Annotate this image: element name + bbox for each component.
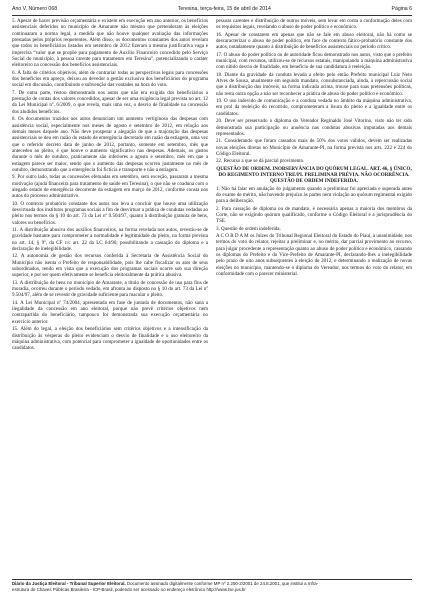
paragraph: 5. Apesar de haver previsão orçamentária e existem em execução em ano anterior, os benefícios assistenciais deferidos no município de Amarante não mesmo que pretenderam às eleições continuaram a norma legal, a medida que não houve qualquer avaliação das informações prestadas pelos próprios requerentes. Além disso, os documentos constantes dos autos revelam que todos os beneficiários listados em setembro de 2012 fizeram a mesma justificativa vaga e imprecisa “valor que se propõe para pagamento de Auxílio Financeiro concedido pelo Serviço Social do município, à pessoa carente para tratamento em Teresina”, potencializando o caráter eleitoreiro na concessão dos benefícios assistenciais. (12, 18, 208, 69)
issue-number: Ano V, Número 068 (12, 6, 58, 12)
paragraph: 3. Questão de ordem indeferida. (216, 225, 281, 232)
paragraph: 19. O uso indevido de comunicação e a conduta vedada no âmbito da máquina administrativa, em prol da reeleição do recorrido, comprometeram a lisura do pleito e a igualdade entre os candidatos. (216, 98, 412, 117)
page-footer (12, 581, 412, 592)
paragraph: 10. O contexto probatório constante dos autos nos leva a concluir que houve uma utilização desvirtuada dos institutos programas sociais a fim de desvirtuar a prática de condutas vedadas ao pleito nos termos do § 10 do art. 73 da Lei nº 9.504/97, quanto à distribuição gratuita de bens, valores ou benefícios. (12, 200, 208, 226)
left-column (12, 18, 208, 576)
page-number: Página 6 (391, 6, 412, 12)
paragraph: 1. Não há falar em anulação do julgamento quando a preliminar foi apreciada e superada antes do exame de mérito, não havendo prejuízo às partes nem violação ao quórum regimental exigido para a deliberação. (216, 185, 412, 205)
footer-divider (12, 579, 412, 580)
paragraph: 21. Considerando que foram cassados mais de 50% dos votos válidos, devem ser realizadas novas eleições diretas no Município de Amarante-PI, na forma prevista nos arts. 222 e 224 do Código Eleitoral. (216, 138, 412, 157)
paragraph: 15. Além do legal, a eleição dos beneficiários sem critérios objetivos e a intensificação da distribuição às vésperas do pleito evidenciam o desvio de finalidade e o uso eleitoreiro da máquina administrativa, com potencial para comprometer a igualdade de oportunidades entre os candidatos. (12, 326, 208, 352)
paragraph: pessoas carentes e distribuição de outros móveis, sem levar em conta a conformação deles com os requisitos legais, revelando o abuso de poder político e econômico. (216, 18, 412, 31)
paragraph: 22. Recurso a que se dá parcial provimento. (216, 158, 305, 165)
header-divider (12, 15, 412, 16)
paragraph: 17. O abuso do poder político ou de autoridade ficou demonstrado nos autos, visto que o prefeito municipal, com recursos, utilizou-se de recursos estatais, manipulando a máquina administrativa com nítido desvio de finalidade, em benefício de sua candidatura à reeleição. (216, 51, 412, 71)
paragraph: 13. A distribuição de bens no município de Amarante, a título de concessão de uso para fins de moradia, ocorreu durante o período vedado, em afronta ao disposto no § 10 do art. 73 da Lei nº 9.504/97, além de se revestir de gravidade suficiente para macular o pleito. (12, 279, 208, 299)
footer-publisher: Diário da Justiça Eleitoral - Tribunal Superior Eleitoral. (12, 581, 126, 586)
paragraph: 8. Os documentos trazidos aos autos denunciam um aumento vertiginoso das despesas com assistência social, especialmente nos meses de agosto e setembro de 2012, em relação aos demais meses daquele ano. Não deve prosperar a alegação de que a majoração das despesas assistenciais se deu em razão do estado de emergência decretado em razão da estiagem, uma vez que o referido decreto data de junho de 2012, portanto, somente em setembro, mês que antecedeu ao pleito, é que houve o aumento significativo nas despesas. Ademais, os gastos durante o mês de outubro, praticamente são inferiores a agosto e setembro, mês em que a estiagem parece ser maior, sendo que o aumento das despesas ocorreu justamente no mês de outubro, demonstrando que a emergência foi fictícia e transporte e não a estiagem. (12, 116, 208, 173)
page-header (12, 4, 412, 14)
paragraph: 2. Para cassação de diploma ou de mandato, é necessária apenas a maioria dos membros da Corte, não se exigindo quórum qualificado, conforme o Código Eleitoral e a jurisprudência do TSE. (216, 205, 412, 225)
paragraph: 12. A autonomia de gestão dos recursos conferida à Secretaria de Assistência Social do Município não isenta o Prefeito de responsabilidade, pois lhe cabe fiscalizar os atos de seus subordinados, tendo em vista que a execução dos programas sociais ocorre sob sua direção superior, e por ser quem efetivamente se beneficia eleitoralmente da prática abusiva. (12, 253, 208, 279)
paragraph: 18. Diante da gravidade da conduta levada a efeito pelo então Prefeito municipal Luiz Neto Alves de Sousa, atualmente em segundo mandato, consubstanciada, ainda, à repercussão social que a distribuição dos imóveis, na forma indicada acima, trouxe para suas pretensões políticas, não resta outra opção a não ser reconhecer a prática de abuso do poder político e econômico. (216, 71, 412, 97)
right-column (216, 18, 412, 576)
paragraph: 11. A distribuição abusiva dos auxílios financeiros, na forma revelada nos autos, revestiu-se de gravidade bastante para comprometer a normalidade e legitimidade do pleito, na forma prevista no art. 14, § 9º, da CF c/c art. 22 da LC 64/90, possibilitando a cassação do diploma e a declaração de inelegibilidade. (12, 227, 208, 253)
paragraph: 20. Deve ser preservado o diploma do Vereador Reginaldo José Vitorino, visto não ter sido demonstrada sua participação ou anuência nas condutas abusivas imputadas aos demais representados. (216, 118, 412, 137)
publication-date: Teresina, terça-feira, 15 de abril de 2014 (177, 6, 271, 12)
paragraph: 6. À falta de critérios objetivos, além de contrariar todas as perspectivas legais para concessões dos benefícios em apreço, deixou ao devedor a gestão exclusiva dos beneficiários do programa social em discussão, contribuindo e subvenção das vontades na hora do voto. (12, 69, 208, 89)
paragraph: QUESTÃO DE ORDEM. INOBSERVÂNCIA DO QUÓRUM LEGAL. ART. 46, § ÚNICO, DO REGIMENTO INTERNO TRE/PI. PRELIMINAR PRÉVIA. NÃO OCORRÊNCIA. QUESTÃO DE ORDEM INDEFERIDA. (216, 165, 412, 185)
paragraph: 16. Apesar de constarem em apenas que não se fale em abuso eleitoral, não há como se descaracterizar o abuso de poder político, em face do contexto fático-probatório constante dos autos, notadamente quanto à distribuição de benefícios assistenciais no período crítico. (216, 31, 412, 51)
paragraph: 9. Por outro lado, todas as concessões efetuadas em setembro, sem exceção, passaram a mesma motivação (ajuda financeira para tratamento de saúde em Teresina), o que não se coaduna com o alegado estado de emergência decorrente da estiagem em março de 2012, conforme consta nos autos do processo administrativo. (12, 174, 208, 200)
paragraph: A C O R D A M os Juízes do Tribunal Regional Eleitoral do Estado do Piauí, à unanimidade, nos termos do voto do relator, rejeitar a preliminar e, no mérito, dar parcial provimento ao recurso, para julgar procedente a representação quanto ao abuso de poder político e econômico, cassando os diplomas do Prefeito e do Vice-Prefeito de Amarante-PI, declarando-lhes a inelegibilidade pelo prazo de oito anos subsequentes à eleição de 2012, e determinando a realização de novas eleições no município, mantendo-se o diploma do Vereador, nos termos do voto do relator, em conformidade com o parecer ministerial. (216, 233, 412, 278)
footer-line-2: estrutura de Chaves Públicas Brasileira - ICP-Brasil, podendo ser acessado no endereço eletrônico http://www.tse.jus.br (12, 586, 246, 592)
footer-signature-note: Documento assinado digitalmente conforme MP nº 2.200-2/2001 de 24.8.2001, que institui a Infra- (125, 581, 319, 586)
paragraph: 14. A Lei Municipal nº 74/2004, apresentada em fase de juntada de documentos, não sana a ilegalidade da concessão em ano eleitoral, porque não prevê critérios objetivos nem contrapartida do beneficiário, tampouco foi demonstrada sua execução orçamentária no exercício anterior. (12, 299, 208, 325)
text-columns (12, 18, 412, 576)
paragraph: 7. De outra parte, restou demonstrado nos autos que não era exigida dos beneficiários a prestação de contas dos valores concedidos, apesar de ser uma exigência legal prevista no art. 12 da Lei Municipal nº. 6/2009, o que revela, mais uma vez, o desvio de finalidade na concessão dos aludidos benefícios. (12, 89, 208, 115)
